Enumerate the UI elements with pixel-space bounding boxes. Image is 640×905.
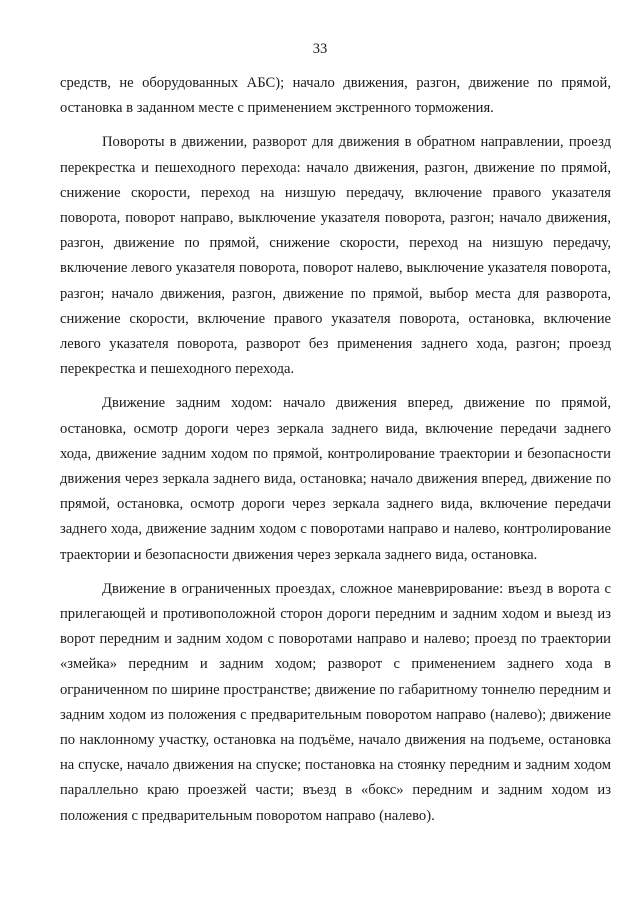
paragraph-reverse-driving: Движение задним ходом: начало движения вперед, движение по прямой, остановка, осмотр дороги через зеркала заднего вида, включение передачи заднего хода, движение задним ходом по прямой, контролирование траектории и безопасности движения через зеркала заднего вида, остановка; начало движения вперед, движение по прямой, остановка, осмотр дороги через зеркала заднего вида, включение передачи заднего хода, движение задним ходом с поворотами направо и налево, контролирование траектории и безопасности движения через зеркала заднего вида, остановка. — [60, 395, 611, 563]
paragraph-limited-passages: Движение в ограниченных проездах, сложное маневрирование: въезд в ворота с прилегающей и противоположной сторон дороги передним и задним ходом и выезд из ворот передним и задним ходом с поворотами направо и налево; проезд по траектории «змейка» передним и задним ходом; разворот с применением заднего хода в ограниченном по ширине пространстве; движение по габаритному тоннелю передним и задним ходом из положения с предварительным поворотом направо (налево); движение по наклонному участку, остановка на подъёме, начало движения на подъеме, остановка на спуске, начало движения на спуске; постановка на стоянку передним и задним ходом параллельно краю проезжей части; въезд в «бокс» передним и задним ходом из положения с предварительным поворотом направо (налево). — [60, 580, 611, 824]
paragraph-turns: Повороты в движении, разворот для движения в обратном направлении, проезд перекрестка и пешеходного перехода: начало движения, разгон, движение по прямой, снижение скорости, переход на низшую передачу, включение правого указателя поворота, поворот направо, выключение указателя поворота, разгон; начало движения, разгон, движение по прямой, снижение скорости, переход на низшую передачу, включение левого указателя поворота, поворот налево, выключение указателя поворота, разгон; начало движения, разгон, движение по прямой, выбор места для разворота, снижение скорости, включение правого указателя поворота, остановка, включение левого указателя поворота, разворот без применения заднего хода, разгон; проезд перекрестка и пешеходного перехода. — [60, 134, 611, 378]
paragraph-continuation: средств, не оборудованных АБС); начало движения, разгон, движение по прямой, остановка в заданном месте с применением экстренного торможения. — [60, 75, 611, 117]
document-body — [60, 71, 611, 838]
page-number: 33 — [312, 41, 328, 57]
